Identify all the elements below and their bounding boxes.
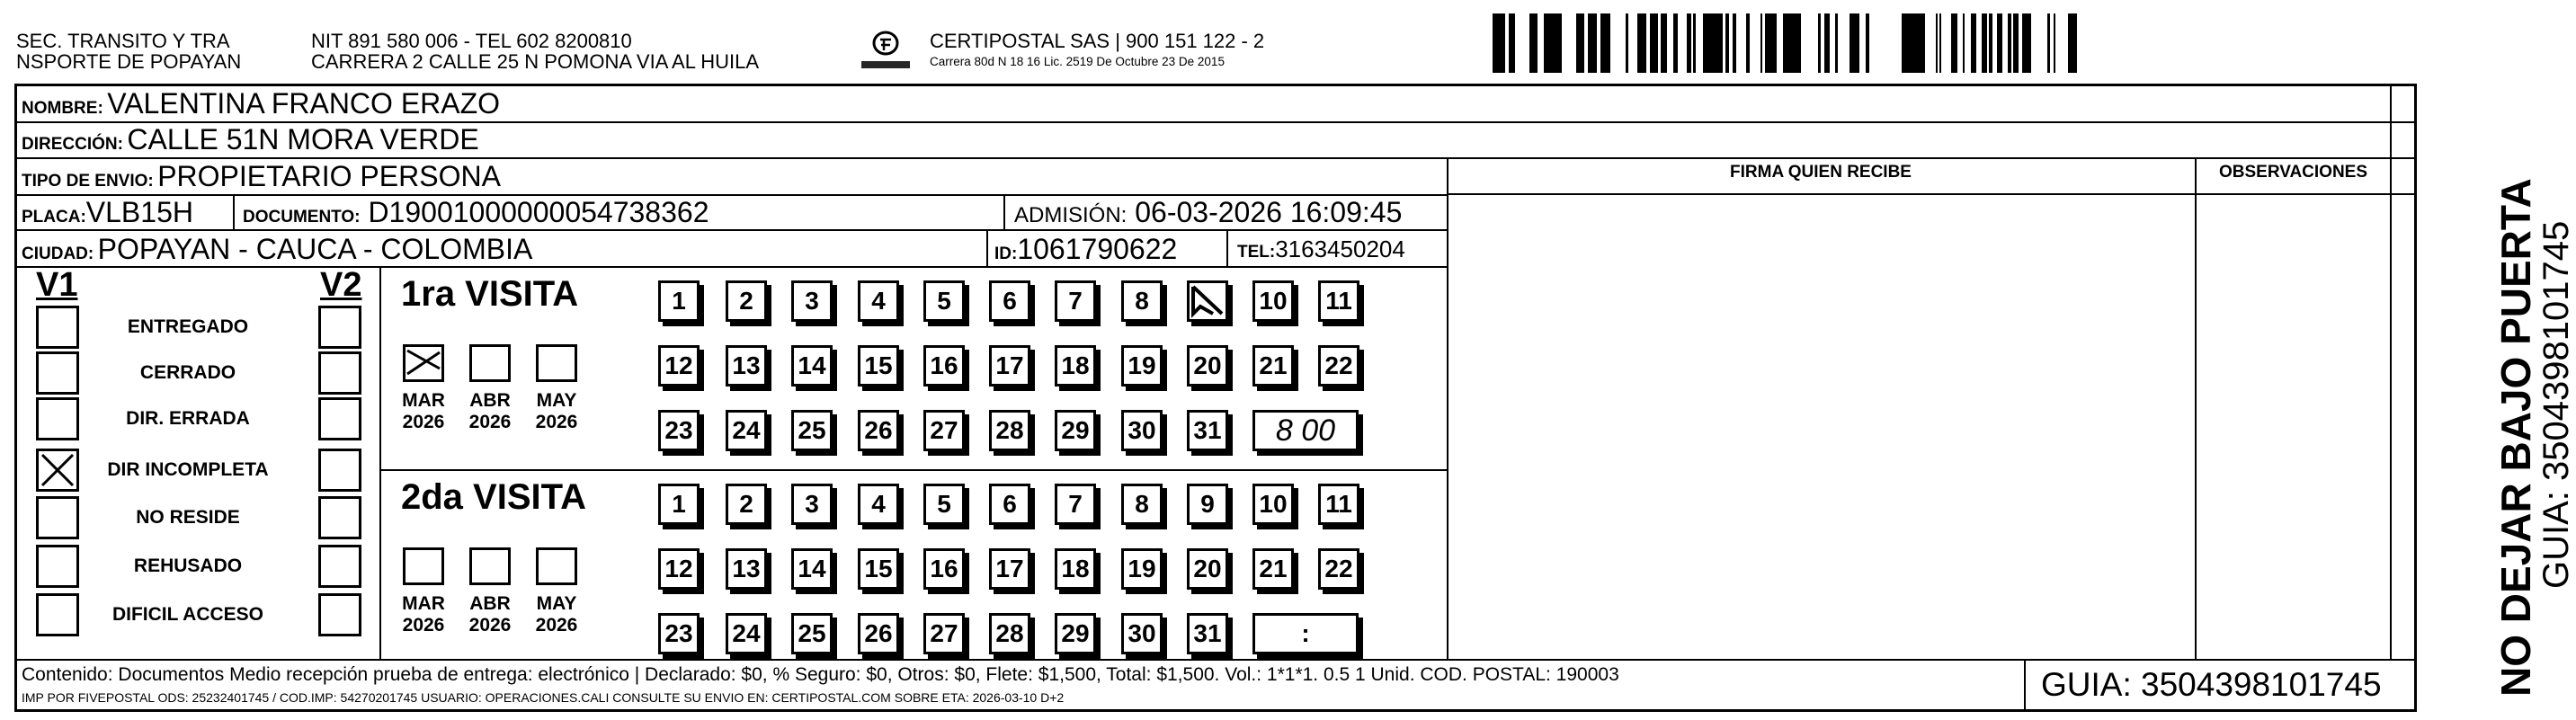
day-box[interactable] bbox=[858, 484, 899, 525]
v2-header: V2 bbox=[320, 266, 362, 304]
day-number: 10 bbox=[1259, 287, 1288, 315]
day-number: 25 bbox=[798, 619, 826, 647]
month-year: 2026 bbox=[468, 615, 512, 636]
day-number: 24 bbox=[732, 619, 761, 647]
v2-checkbox[interactable] bbox=[318, 593, 361, 636]
org-name-line1: SEC. TRANSITO Y TRA bbox=[16, 30, 230, 52]
day-box[interactable] bbox=[1055, 345, 1096, 387]
day-box[interactable] bbox=[858, 280, 899, 322]
day-number: 5 bbox=[937, 490, 951, 518]
side-notice-line1: NO DEJAR BAJO PUERTA bbox=[2492, 178, 2539, 697]
v1-checkbox[interactable] bbox=[36, 545, 79, 588]
day-box[interactable] bbox=[1055, 484, 1096, 525]
day-number: 14 bbox=[798, 351, 826, 379]
day-number: 10 bbox=[1259, 490, 1288, 518]
month-label bbox=[459, 593, 521, 636]
day-number: 1 bbox=[672, 490, 686, 518]
time-value: 8 00 bbox=[1275, 413, 1336, 448]
month-label bbox=[392, 593, 455, 636]
direccion-value: CALLE 51N MORA VERDE bbox=[127, 123, 479, 156]
day-number: 17 bbox=[995, 555, 1024, 582]
day-box[interactable] bbox=[1318, 484, 1359, 525]
day-box[interactable] bbox=[726, 484, 767, 525]
nit-line: NIT 891 580 006 - TEL 602 8200810 bbox=[311, 30, 632, 52]
visit-title: 2da VISITA bbox=[401, 477, 586, 517]
month-year: 2026 bbox=[535, 412, 578, 432]
day-box[interactable] bbox=[1055, 410, 1096, 451]
day-number: 29 bbox=[1061, 416, 1090, 444]
day-number: 17 bbox=[995, 351, 1024, 379]
v2-checkbox[interactable] bbox=[318, 545, 361, 588]
tel-cell bbox=[1237, 233, 1405, 270]
day-box[interactable] bbox=[658, 410, 700, 451]
day-number: 4 bbox=[871, 287, 886, 315]
day-number: 23 bbox=[664, 416, 693, 444]
day-box[interactable] bbox=[658, 345, 700, 387]
day-box[interactable] bbox=[923, 280, 965, 322]
day-number: 9 bbox=[1200, 490, 1215, 518]
day-number: 4 bbox=[871, 490, 886, 518]
nombre-value: VALENTINA FRANCO ERAZO bbox=[107, 87, 501, 120]
v1-header: V1 bbox=[36, 266, 78, 304]
day-number: 14 bbox=[798, 555, 826, 582]
day-box[interactable] bbox=[1121, 345, 1163, 387]
month-name: MAY bbox=[536, 390, 577, 411]
day-number: 16 bbox=[930, 555, 958, 582]
day-box[interactable] bbox=[1252, 484, 1294, 525]
day-box[interactable] bbox=[923, 613, 965, 654]
id-cell bbox=[994, 233, 1177, 271]
month-name: ABR bbox=[469, 593, 511, 614]
day-box[interactable] bbox=[791, 345, 833, 387]
day-number: 31 bbox=[1193, 416, 1222, 444]
day-box[interactable] bbox=[791, 484, 833, 525]
day-box[interactable] bbox=[726, 345, 767, 387]
tipo-envio-value: PROPIETARIO PERSONA bbox=[157, 160, 501, 192]
month-year: 2026 bbox=[402, 412, 445, 432]
day-number: 27 bbox=[930, 619, 958, 647]
visit-title: 1ra VISITA bbox=[401, 274, 579, 314]
ciudad-cell bbox=[22, 233, 532, 271]
id-value: 1061790622 bbox=[1017, 233, 1178, 265]
status-label: CERRADO bbox=[139, 362, 236, 383]
placa-value: VLB15H bbox=[85, 196, 193, 228]
day-number: 3 bbox=[805, 490, 819, 518]
month-label bbox=[525, 593, 588, 636]
month-checkbox[interactable] bbox=[469, 344, 511, 382]
day-box[interactable] bbox=[989, 410, 1030, 451]
day-number: 18 bbox=[1061, 555, 1090, 582]
ciudad-value: POPAYAN - CAUCA - COLOMBIA bbox=[97, 233, 533, 265]
day-box[interactable] bbox=[1187, 410, 1228, 451]
day-number: 13 bbox=[732, 351, 761, 379]
month-checkbox[interactable] bbox=[536, 547, 577, 585]
day-box[interactable] bbox=[658, 548, 700, 590]
marked-day-icon bbox=[1190, 283, 1226, 319]
direccion-row bbox=[22, 123, 479, 162]
side-notice bbox=[2494, 178, 2575, 697]
month-name: MAY bbox=[536, 593, 577, 614]
v2-checkbox[interactable] bbox=[318, 496, 361, 539]
org-name-line2: NSPORTE DE POPAYAN bbox=[16, 50, 242, 73]
v1-checkbox[interactable] bbox=[36, 351, 79, 395]
status-label: ENTREGADO bbox=[127, 316, 249, 337]
status-label: REHUSADO bbox=[133, 556, 243, 576]
day-box[interactable] bbox=[1121, 613, 1163, 654]
day-number: 18 bbox=[1061, 351, 1090, 379]
day-number: 13 bbox=[732, 555, 761, 582]
status-label: NO RESIDE bbox=[136, 507, 240, 528]
day-box[interactable] bbox=[1187, 280, 1228, 322]
tel-label: TEL: bbox=[1237, 243, 1276, 262]
day-box[interactable] bbox=[791, 410, 833, 451]
license-line: Carrera 80d N 18 16 Lic. 2519 De Octubre 23 De 2015 bbox=[930, 55, 1225, 68]
day-number: 15 bbox=[864, 555, 893, 582]
day-number: 22 bbox=[1324, 351, 1353, 379]
month-checkbox[interactable] bbox=[469, 547, 511, 585]
day-number: 19 bbox=[1128, 555, 1156, 582]
month-checkbox[interactable] bbox=[536, 344, 577, 382]
day-number: 29 bbox=[1061, 619, 1090, 647]
status-label: DIFICIL ACCESO bbox=[111, 604, 263, 625]
day-box[interactable] bbox=[923, 548, 965, 590]
day-box[interactable] bbox=[1187, 345, 1228, 387]
nombre-row bbox=[22, 87, 500, 126]
firma-header: FIRMA QUIEN RECIBE bbox=[1730, 163, 1912, 182]
day-box[interactable] bbox=[1055, 548, 1096, 590]
day-number: 21 bbox=[1259, 555, 1288, 582]
time-value: : bbox=[1301, 619, 1310, 647]
day-number: 2 bbox=[739, 490, 753, 518]
ciudad-label: CIUDAD: bbox=[22, 244, 94, 263]
tipo-envio-row bbox=[22, 160, 501, 199]
day-number: 26 bbox=[864, 619, 893, 647]
day-number: 30 bbox=[1128, 619, 1156, 647]
day-number: 24 bbox=[732, 416, 761, 444]
day-number: 25 bbox=[798, 416, 826, 444]
status-label: DIR INCOMPLETA bbox=[107, 459, 269, 480]
day-number: 12 bbox=[664, 351, 693, 379]
documento-value: D19001000000054738362 bbox=[368, 196, 709, 228]
footer-contenido: Contenido: Documentos Medio recepción prueba de entrega: electrónico | Declarado: $0, % Seguro: $0, Otros: $0, Flete: $1,500, Total: $1,500. Vol.: 1*1*1. 0.5 1 Unid. COD. POSTAL: 190003 bbox=[22, 664, 1619, 685]
day-box[interactable] bbox=[1252, 548, 1294, 590]
day-number: 31 bbox=[1193, 619, 1222, 647]
day-number: 7 bbox=[1068, 287, 1083, 315]
admision-value: 06-03-2026 16:09:45 bbox=[1135, 196, 1403, 228]
admision-label: ADMISIÓN: bbox=[1014, 203, 1128, 227]
day-number: 20 bbox=[1193, 555, 1222, 582]
day-box[interactable] bbox=[658, 280, 700, 322]
day-box[interactable] bbox=[858, 410, 899, 451]
day-box[interactable] bbox=[726, 613, 767, 654]
month-label bbox=[459, 390, 521, 433]
v1-checkbox[interactable] bbox=[36, 306, 79, 349]
day-box[interactable] bbox=[1121, 548, 1163, 590]
time-field[interactable] bbox=[1252, 410, 1359, 451]
day-box[interactable] bbox=[1121, 484, 1163, 525]
day-number: 6 bbox=[1003, 490, 1017, 518]
id-label: ID: bbox=[994, 244, 1018, 263]
day-number: 2 bbox=[739, 287, 753, 315]
day-number: 8 bbox=[1135, 287, 1149, 315]
day-number: 6 bbox=[1003, 287, 1017, 315]
day-box[interactable] bbox=[858, 613, 899, 654]
month-year: 2026 bbox=[468, 412, 512, 432]
v2-checkbox[interactable] bbox=[318, 306, 361, 349]
day-box[interactable] bbox=[1121, 280, 1163, 322]
side-notice-line2: GUIA: 3504398101745 bbox=[2536, 220, 2576, 589]
firma-area[interactable] bbox=[1448, 195, 2193, 657]
day-number: 12 bbox=[664, 555, 693, 582]
day-box[interactable] bbox=[726, 410, 767, 451]
day-box[interactable] bbox=[923, 484, 965, 525]
day-box[interactable] bbox=[989, 280, 1030, 322]
day-box[interactable] bbox=[923, 345, 965, 387]
day-box[interactable] bbox=[989, 548, 1030, 590]
day-number: 26 bbox=[864, 416, 893, 444]
day-number: 15 bbox=[864, 351, 893, 379]
day-box[interactable] bbox=[1318, 280, 1359, 322]
day-number: 19 bbox=[1128, 351, 1156, 379]
documento-label: DOCUMENTO: bbox=[243, 208, 361, 227]
day-box[interactable] bbox=[1187, 484, 1228, 525]
day-number: 30 bbox=[1128, 416, 1156, 444]
day-box[interactable] bbox=[989, 345, 1030, 387]
address-line: CARRERA 2 CALLE 25 N POMONA VIA AL HUILA bbox=[311, 50, 760, 73]
day-number: 1 bbox=[672, 287, 686, 315]
day-box[interactable] bbox=[1055, 280, 1096, 322]
certipostal-logo-icon bbox=[860, 27, 912, 77]
day-box[interactable] bbox=[989, 613, 1030, 654]
day-box[interactable] bbox=[1187, 613, 1228, 654]
day-number: 20 bbox=[1193, 351, 1222, 379]
day-box[interactable] bbox=[1055, 613, 1096, 654]
status-label: DIR. ERRADA bbox=[126, 408, 250, 429]
v1-checkbox[interactable] bbox=[36, 593, 79, 636]
documento-cell bbox=[243, 196, 709, 235]
month-name: ABR bbox=[469, 390, 511, 411]
day-number: 23 bbox=[664, 619, 693, 647]
day-box[interactable] bbox=[1318, 548, 1359, 590]
day-number: 28 bbox=[995, 619, 1024, 647]
observaciones-area[interactable] bbox=[2197, 195, 2388, 657]
v2-checkbox[interactable] bbox=[318, 351, 361, 395]
day-box[interactable] bbox=[791, 280, 833, 322]
day-box[interactable] bbox=[791, 613, 833, 654]
month-year: 2026 bbox=[402, 615, 445, 636]
day-number: 3 bbox=[805, 287, 819, 315]
month-checkbox[interactable] bbox=[403, 547, 444, 585]
placa-label: PLACA: bbox=[22, 208, 86, 227]
day-box[interactable] bbox=[726, 548, 767, 590]
day-number: 8 bbox=[1135, 490, 1149, 518]
day-number: 5 bbox=[937, 287, 951, 315]
day-box[interactable] bbox=[1318, 345, 1359, 387]
day-number: 16 bbox=[930, 351, 958, 379]
footer-imp: IMP POR FIVEPOSTAL ODS: 25232401745 / COD.IMP: 54270201745 USUARIO: OPERACIONES.CALI CONSULTE SU ENVIO EN: CERTIPOSTAL.COM SOBRE ETA: 2026-03-10 D+2 bbox=[22, 690, 1065, 705]
day-number: 7 bbox=[1068, 490, 1083, 518]
day-box[interactable] bbox=[791, 548, 833, 590]
day-box[interactable] bbox=[989, 484, 1030, 525]
direccion-label: DIRECCIÓN: bbox=[22, 135, 123, 154]
barcode bbox=[1493, 13, 2079, 73]
v2-checkbox[interactable] bbox=[318, 449, 361, 492]
day-box[interactable] bbox=[858, 548, 899, 590]
month-year: 2026 bbox=[535, 615, 578, 636]
month-checkbox[interactable] bbox=[403, 344, 444, 382]
day-number: 11 bbox=[1325, 287, 1352, 315]
day-box[interactable] bbox=[1252, 280, 1294, 322]
day-box[interactable] bbox=[658, 613, 700, 654]
day-number: 22 bbox=[1324, 555, 1353, 582]
day-number: 21 bbox=[1259, 351, 1288, 379]
observaciones-header: OBSERVACIONES bbox=[2218, 163, 2368, 182]
day-box[interactable] bbox=[858, 345, 899, 387]
tel-value: 3163450204 bbox=[1275, 236, 1405, 262]
v1-checkbox[interactable] bbox=[36, 397, 79, 440]
day-box[interactable] bbox=[1252, 345, 1294, 387]
month-name: MAR bbox=[402, 390, 445, 411]
admision-cell bbox=[1014, 196, 1402, 235]
v1-checkbox[interactable] bbox=[36, 449, 79, 492]
day-number: 28 bbox=[995, 416, 1024, 444]
month-label bbox=[525, 390, 588, 433]
footer-guia: GUIA: 3504398101745 bbox=[2041, 666, 2382, 703]
day-box[interactable] bbox=[1187, 548, 1228, 590]
day-box[interactable] bbox=[726, 280, 767, 322]
time-field[interactable] bbox=[1252, 613, 1359, 654]
placa-cell bbox=[22, 196, 193, 235]
company-line: CERTIPOSTAL SAS | 900 151 122 - 2 bbox=[930, 30, 1265, 52]
v2-checkbox[interactable] bbox=[318, 397, 361, 440]
day-box[interactable] bbox=[658, 484, 700, 525]
month-label bbox=[392, 390, 455, 433]
tipo-envio-label: TIPO DE ENVIO: bbox=[22, 172, 154, 191]
v1-checkbox[interactable] bbox=[36, 496, 79, 539]
month-name: MAR bbox=[402, 593, 445, 614]
day-number: 27 bbox=[930, 416, 958, 444]
nombre-label: NOMBRE: bbox=[22, 99, 103, 118]
day-box[interactable] bbox=[923, 410, 965, 451]
day-box[interactable] bbox=[1121, 410, 1163, 451]
day-number: 11 bbox=[1325, 490, 1352, 518]
